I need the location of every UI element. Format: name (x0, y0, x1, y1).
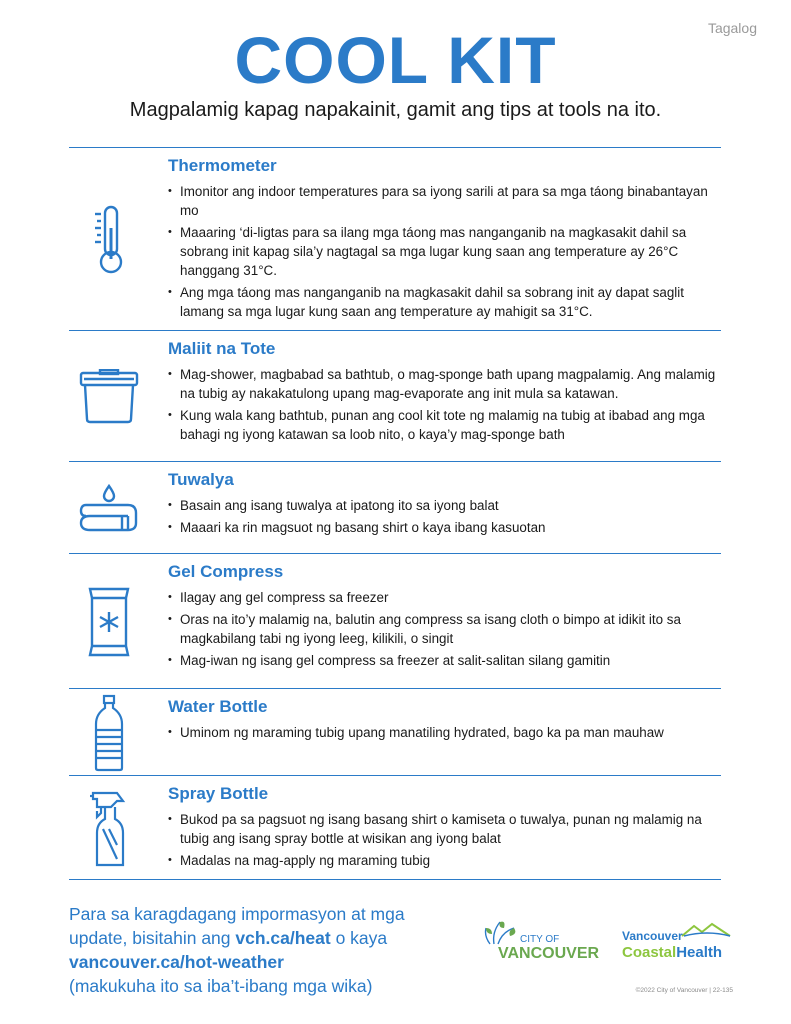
section-towel (69, 461, 721, 553)
section-title: Thermometer (168, 156, 277, 175)
section-tote (69, 330, 721, 461)
section-title: Water Bottle (168, 697, 268, 716)
vancouver-coastal-health-logo (622, 922, 737, 962)
cov-logo-top: CITY OF (520, 934, 560, 945)
list-item: • Bukod pa sa pagsuot ng isang basang shirt o kamiseta o tuwalya, punan ng malamig na tubig ang isang spray bottle at wisikan ang iyong balat (168, 810, 721, 848)
list-item: • Maaaring ‘di-ligtas para sa ilang mga táong mas nanganganib na magkasakit dahil sa sobrang init kapag sila’y nagtagal sa mga lugar kung saan ang temperature ay 26°C hanggang 31°C. (168, 223, 721, 280)
page-title: COOL KIT (234, 23, 557, 97)
list-item: • Oras na ito’y malamig na, balutin ang compress sa isang cloth o bimpo at idikit ito sa magkabilang tabi ng iyong leeg, kilikili, o singit (168, 610, 721, 648)
cov-logo-bottom: VANCOUVER (498, 945, 599, 962)
footer-text-languages: (makukuha ito sa iba’t-ibang mga wika) (69, 976, 373, 996)
list-item: • Uminom ng maraming tubig upang manatiling hydrated, bago ka pa man mauhaw (168, 723, 721, 742)
city-of-vancouver-logo (484, 914, 599, 964)
list-item: • Maaari ka rin magsuot ng basang shirt o kaya ibang kasuotan (168, 518, 721, 537)
section-water-bottle (69, 688, 721, 775)
footer-info (69, 902, 449, 998)
vch-heat-link[interactable]: vch.ca/heat (235, 928, 331, 948)
section-title: Maliit na Tote (168, 339, 276, 358)
kit-sections (69, 147, 721, 880)
gel-compress-icon (69, 554, 149, 689)
list-item: • Mag-shower, magbabad sa bathtub, o mag-sponge bath upang magpalamig. Ang malamig na tubig ay nakakatulong upang mag-evaporate ang init mula sa katawan. (168, 365, 721, 403)
copyright: ©2022 City of Vancouver | 22-135 (635, 987, 733, 994)
spray-bottle-icon (69, 776, 149, 881)
list-item: • Imonitor ang indoor temperatures para sa iyong sarili at para sa mga táong binabantayan mo (168, 182, 721, 220)
water-bottle-icon (69, 689, 149, 776)
list-item: • Kung wala kang bathtub, punan ang cool kit tote ng malamig na tubig at ibabad ang mga bahagi ng iyong katawan sa loob nito, o kaya’y mag-sponge bath (168, 406, 721, 444)
towel-icon (69, 462, 149, 554)
vch-logo-top: Vancouver (622, 929, 683, 943)
vch-logo-bottom (622, 944, 722, 961)
page-subtitle: Magpalamig kapag napakainit, gamit ang tips at tools na ito. (129, 99, 662, 121)
footer-text-line1: Para sa karagdagang impormasyon at mga update, bisitahin ang (69, 904, 405, 948)
section-gel-compress (69, 553, 721, 688)
vch-logo-coastal: Coastal (622, 944, 677, 961)
thermometer-icon (69, 148, 149, 331)
section-title: Gel Compress (168, 562, 284, 581)
footer-text-mid: o kaya (330, 928, 388, 948)
section-title: Spray Bottle (168, 784, 269, 803)
vch-logo-health: Health (676, 944, 723, 961)
list-item: • Basain ang isang tuwalya at ipatong ito sa iyong balat (168, 496, 721, 515)
vancouver-hot-weather-link[interactable]: vancouver.ca/hot-weather (69, 952, 284, 972)
language-label: Tagalog (707, 20, 757, 36)
list-item: • Madalas na mag-apply ng maraming tubig (168, 851, 721, 870)
list-item: • Mag-iwan ng isang gel compress sa freezer at salit-salitan silang gamitin (168, 651, 721, 670)
section-title: Tuwalya (168, 470, 234, 489)
list-item: • Ilagay ang gel compress sa freezer (168, 588, 721, 607)
section-spray-bottle (69, 775, 721, 880)
tote-icon (69, 331, 149, 462)
section-thermometer (69, 147, 721, 330)
list-item: • Ang mga táong mas nanganganib na magkasakit dahil sa sobrang init ay dapat saglit lamang sa mga lugar kung saan ang temperature ay mahigit sa 31°C. (168, 283, 721, 321)
